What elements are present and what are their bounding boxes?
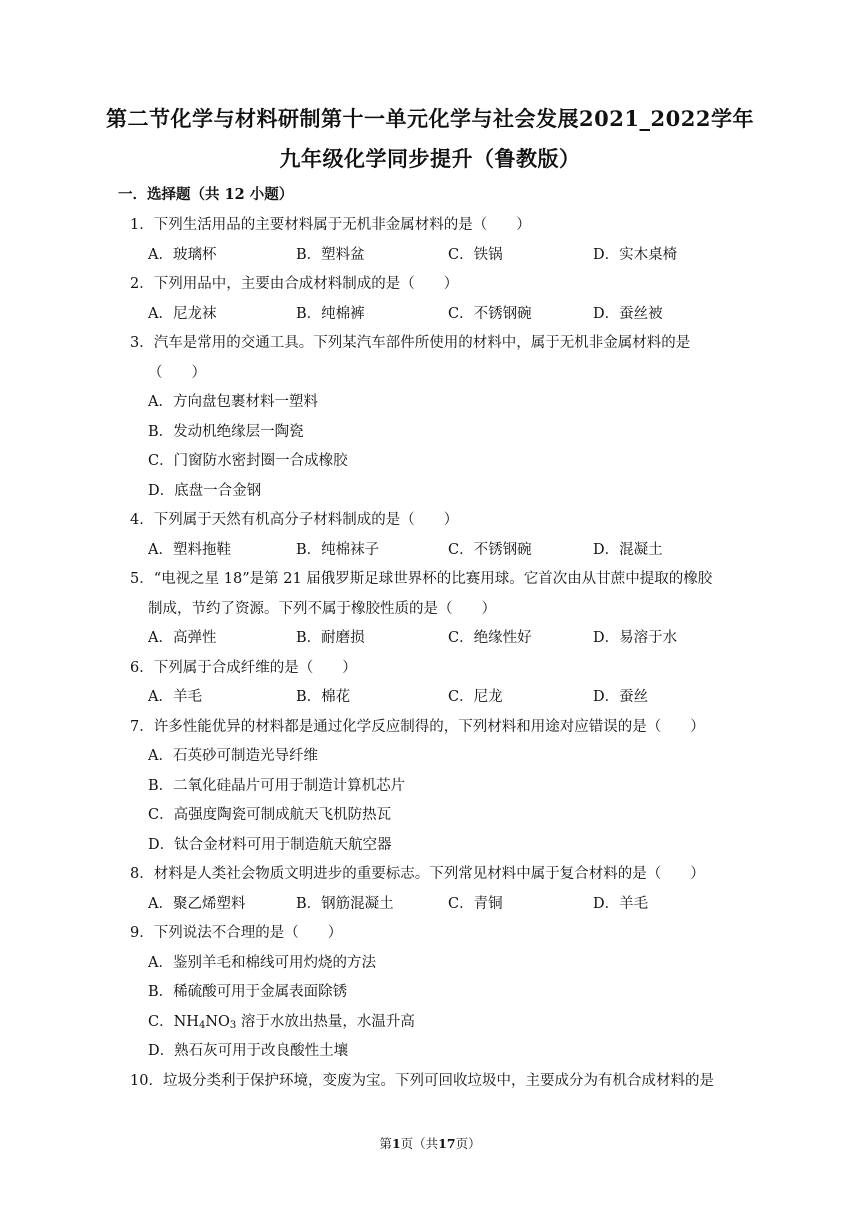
question-3-stem-continued: （ ） <box>148 365 206 381</box>
question-7-stem: 7．许多性能优异的材料都是通过化学反应制得的，下列材料和用途对应错误的是（ ） <box>130 719 705 735</box>
page-footer <box>0 1134 860 1152</box>
question-9-option-c: C．$NH_4NO_3$ 溶于水放出热量，水温升高 <box>148 1014 415 1031</box>
question-9-option-d: D．熟石灰可用于改良酸性土壤 <box>148 1043 349 1059</box>
question-7-option-a: A．石英砂可制造光导纤维 <box>148 748 318 764</box>
question-1-option-b: B．塑料盆 <box>296 247 365 263</box>
question-2-option-b: B．纯棉裤 <box>296 306 365 322</box>
footer-total-pages: 17 <box>438 1136 456 1151</box>
question-2-stem: 2．下列用品中，主要由合成材料制成的是（ ） <box>130 276 459 292</box>
question-5-stem: 5．“电视之星 18”是第 21 届俄罗斯足球世界杯的比赛用球。它首次由从甘蔗中提取的橡胶 <box>130 571 713 587</box>
document-title-line1: 第二节化学与材料研制第十一单元化学与社会发展2021_2022学年 <box>106 106 754 131</box>
question-3-option-a: A．方向盘包裹材料一塑料 <box>148 394 318 410</box>
question-8-option-c: C．青铜 <box>448 896 503 912</box>
question-1-option-d: D．实木桌椅 <box>593 247 678 263</box>
question-4-stem: 4．下列属于天然有机高分子材料制成的是（ ） <box>130 512 459 528</box>
question-9-stem: 9．下列说法不合理的是（ ） <box>130 925 343 941</box>
question-7-option-c: C．高强度陶瓷可制成航天飞机防热瓦 <box>148 807 392 823</box>
question-5-option-a: A．高弹性 <box>148 630 217 646</box>
question-3-option-d: D．底盘一合金钢 <box>148 483 262 499</box>
question-10-stem: 10．垃圾分类利于保护环境，变废为宝。下列可回收垃圾中，主要成分为有机合成材料的是 <box>130 1073 714 1089</box>
question-9-option-b: B．稀硫酸可用于金属表面除锈 <box>148 984 348 1000</box>
question-3-option-c: C．门窗防水密封圈一合成橡胶 <box>148 453 348 469</box>
question-7-option-d: D．钛合金材料可用于制造航天航空器 <box>148 837 392 853</box>
question-6-option-d: D．蚕丝 <box>593 689 649 705</box>
question-6-stem: 6．下列属于合成纤维的是（ ） <box>130 660 357 676</box>
question-2-option-c: C．不锈钢碗 <box>448 306 532 322</box>
question-8-option-b: B．钢筋混凝土 <box>296 896 394 912</box>
question-5-stem-continued: 制成，节约了资源。下列不属于橡胶性质的是（ ） <box>148 601 496 617</box>
question-8-stem: 8．材料是人类社会物质文明进步的重要标志。下列常见材料中属于复合材料的是（ ） <box>130 866 705 882</box>
question-5-option-b: B．耐磨损 <box>296 630 365 646</box>
question-1-option-c: C．铁锅 <box>448 247 503 263</box>
footer-page-number: 1 <box>391 1136 401 1151</box>
question-7-option-b: B．二氧化硅晶片可用于制造计算机芯片 <box>148 778 406 794</box>
question-6-option-a: A．羊毛 <box>148 689 202 705</box>
question-5-option-c: C．绝缘性好 <box>448 630 532 646</box>
footer-prefix: 第 <box>379 1136 392 1151</box>
question-6-option-b: B．棉花 <box>296 689 351 705</box>
question-2-option-a: A．尼龙袜 <box>148 306 217 322</box>
question-4-option-b: B．纯棉袜子 <box>296 542 380 558</box>
question-1-stem: 1．下列生活用品的主要材料属于无机非金属材料的是（ ） <box>130 217 531 233</box>
section-heading: 一．选择题（共 12 小题） <box>118 186 294 203</box>
question-8-option-d: D．羊毛 <box>593 896 649 912</box>
question-2-option-d: D．蚕丝被 <box>593 306 663 322</box>
question-1-option-a: A．玻璃杯 <box>148 247 217 263</box>
footer-suffix: 页） <box>455 1136 481 1151</box>
document-title-line2: 九年级化学同步提升（鲁教版） <box>279 146 581 171</box>
question-5-option-d: D．易溶于水 <box>593 630 678 646</box>
question-9-option-a: A．鉴别羊毛和棉线可用灼烧的方法 <box>148 955 376 971</box>
question-6-option-c: C．尼龙 <box>448 689 503 705</box>
question-4-option-c: C．不锈钢碗 <box>448 542 532 558</box>
question-4-option-d: D．混凝土 <box>593 542 663 558</box>
footer-middle: 页（共 <box>400 1136 439 1151</box>
question-3-stem: 3．汽车是常用的交通工具。下列某汽车部件所使用的材料中，属于无机非金属材料的是 <box>130 335 691 351</box>
question-8-option-a: A．聚乙烯塑料 <box>148 896 246 912</box>
question-3-option-b: B．发动机绝缘层一陶瓷 <box>148 424 304 440</box>
question-4-option-a: A．塑料拖鞋 <box>148 542 231 558</box>
